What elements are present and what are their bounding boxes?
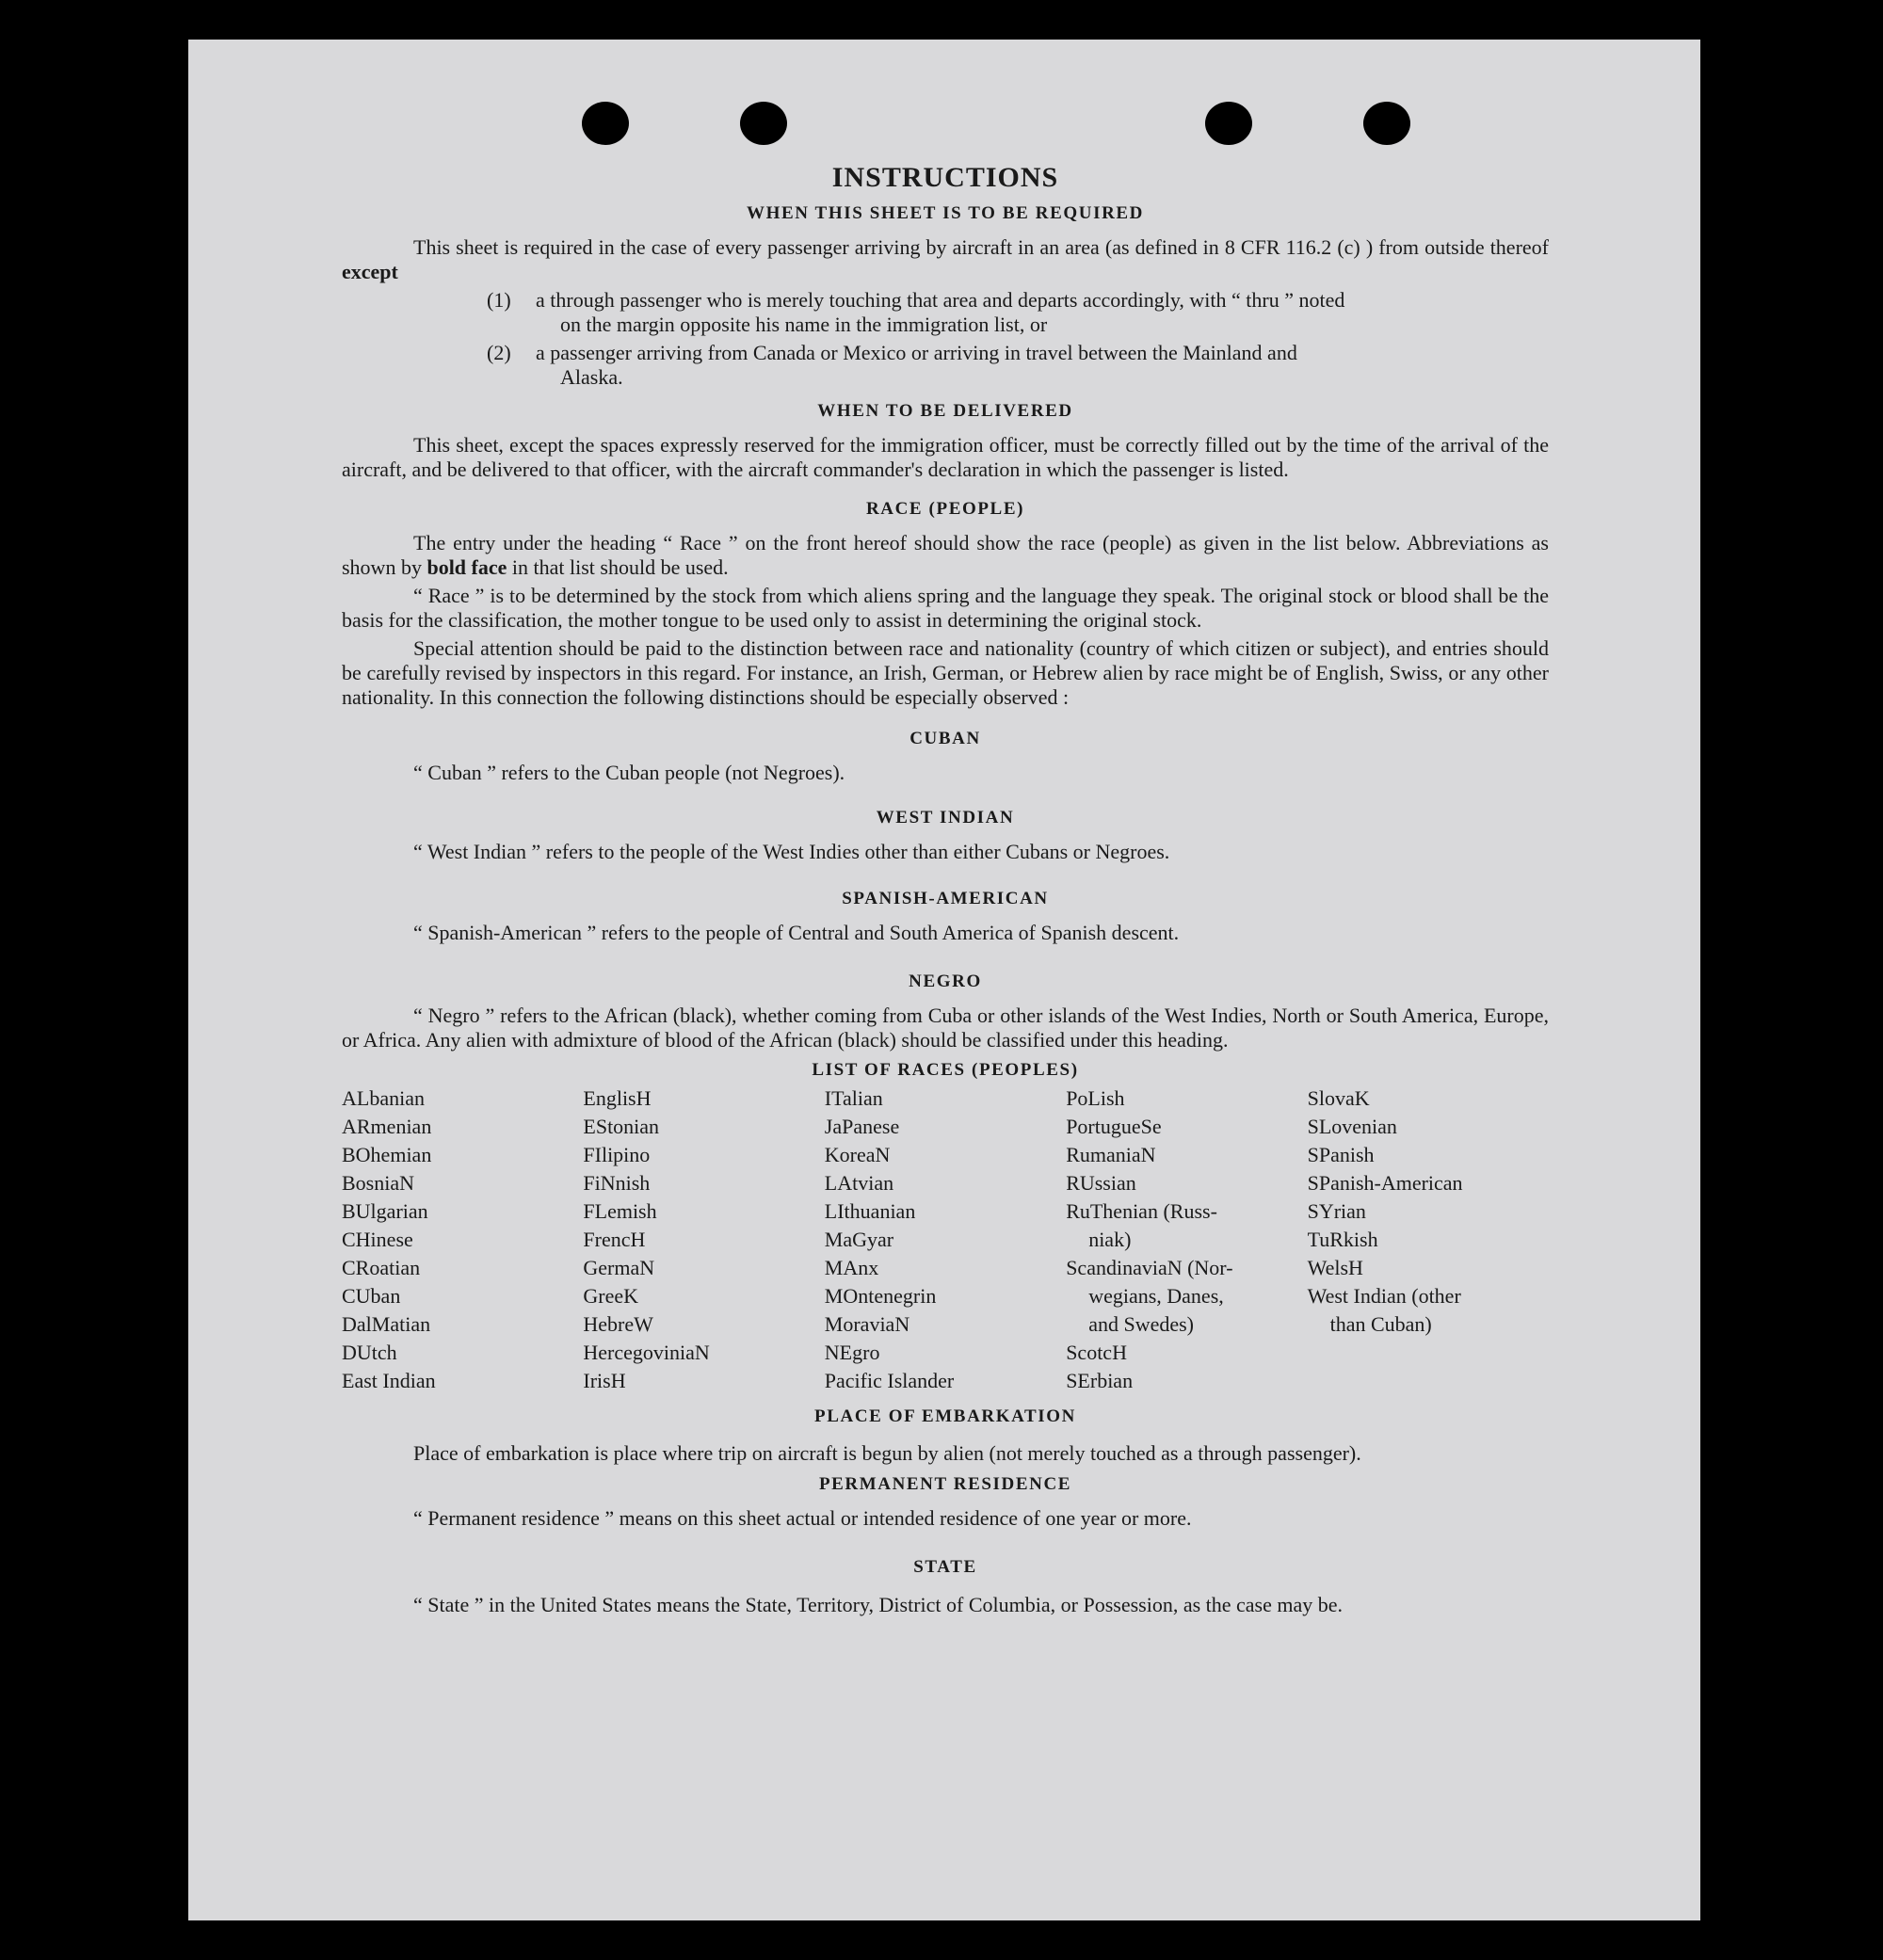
list-item: (1) a through passenger who is merely touching that area and departs accordingly, with “ thru ” noted on the margin opposite his name in the immigration list, or xyxy=(487,288,1345,336)
punch-hole xyxy=(582,102,629,145)
race-entry: GermaN xyxy=(583,1256,655,1279)
race-entry: MAnx xyxy=(824,1256,879,1279)
section-heading-spanish-american: SPANISH-AMERICAN xyxy=(842,889,1049,908)
page-title: INSTRUCTIONS xyxy=(831,162,1059,193)
section-heading-race: RACE (PEOPLE) xyxy=(865,499,1025,519)
section-heading-cuban: CUBAN xyxy=(909,729,981,748)
race-entry: MOntenegrin xyxy=(824,1284,937,1308)
paragraph: “ Cuban ” refers to the Cuban people (not Negroes). xyxy=(413,761,845,784)
race-entry: EnglisH xyxy=(583,1086,652,1110)
race-entry: GreeK xyxy=(583,1284,639,1308)
races-list xyxy=(342,1084,1549,1395)
race-entry: KoreaN xyxy=(824,1143,891,1166)
race-entry: FIlipino xyxy=(583,1143,651,1166)
section-heading-west-indian: WEST INDIAN xyxy=(876,808,1015,827)
race-entry: ScotcH xyxy=(1066,1341,1127,1364)
section-heading-negro: NEGRO xyxy=(909,972,982,991)
race-entry: SYrian xyxy=(1307,1199,1366,1223)
race-entry: niak) xyxy=(1088,1228,1132,1251)
race-entry: ITalian xyxy=(824,1086,883,1110)
race-entry: and Swedes) xyxy=(1088,1312,1194,1336)
race-entry: RumaniaN xyxy=(1066,1143,1156,1166)
punch-hole xyxy=(1363,102,1410,145)
race-entry: West Indian (other xyxy=(1307,1284,1461,1308)
race-entry: HercegoviniaN xyxy=(583,1341,710,1364)
paragraph: “ Race ” is to be determined by the stock from which aliens spring and the language they speak. The original stock or blood shall be the basis for the classification, the mother tongue to be used only to assist in determining the original stock. xyxy=(342,584,1549,632)
race-entry: NEgro xyxy=(824,1341,880,1364)
paragraph: The entry under the heading “ Race ” on the front hereof should show the race (people) as given in the list below. Abbreviations as shown by bold face in that list should be used. xyxy=(342,531,1549,579)
paragraph: “ Permanent residence ” means on this sheet actual or intended residence of one year or more. xyxy=(413,1506,1192,1530)
race-entry: Pacific Islander xyxy=(824,1369,955,1392)
race-entry: SPanish xyxy=(1307,1143,1375,1166)
punch-hole xyxy=(740,102,787,145)
section-heading-residence: PERMANENT RESIDENCE xyxy=(818,1474,1072,1494)
paragraph: This sheet, except the spaces expressly reserved for the immigration officer, must be correctly filled out by the time of the arrival of the aircraft, and be delivered to that officer, with the aircraft commander's declaration in which the passenger is listed. xyxy=(342,433,1549,481)
paragraph: “ Negro ” refers to the African (black), whether coming from Cuba or other islands of the West Indies, North or South America, Europe, or Africa. Any alien with admixture of blood of the African (black) should be classified under this heading. xyxy=(342,1004,1549,1052)
race-entry: CUban xyxy=(342,1284,401,1308)
race-entry: PoLish xyxy=(1066,1086,1125,1110)
race-entry: East Indian xyxy=(342,1369,436,1392)
race-entry: MoraviaN xyxy=(824,1312,910,1336)
paragraph: “ State ” in the United States means the State, Territory, District of Columbia, or Possession, as the case may be. xyxy=(413,1593,1344,1616)
races-column xyxy=(583,1084,824,1395)
race-entry: HebreW xyxy=(583,1312,653,1336)
race-entry: JaPanese xyxy=(824,1115,900,1138)
race-entry: BOhemian xyxy=(342,1143,432,1166)
paragraph: “ West Indian ” refers to the people of the West Indies other than either Cubans or Negroes. xyxy=(413,840,1170,863)
race-entry: DUtch xyxy=(342,1341,397,1364)
race-entry: BosniaN xyxy=(342,1171,414,1195)
races-column xyxy=(1066,1084,1307,1395)
races-column xyxy=(342,1084,583,1395)
race-entry: IrisH xyxy=(583,1369,626,1392)
paragraph: “ Spanish-American ” refers to the people of Central and South America of Spanish descent. xyxy=(413,921,1180,944)
race-entry: RUssian xyxy=(1066,1171,1136,1195)
race-entry: SlovaK xyxy=(1307,1086,1370,1110)
race-entry: WelsH xyxy=(1307,1256,1363,1279)
instructions-body xyxy=(342,162,1549,1621)
race-entry: FiNnish xyxy=(583,1171,651,1195)
section-heading-state: STATE xyxy=(913,1557,977,1577)
race-entry: wegians, Danes, xyxy=(1088,1284,1224,1308)
race-entry: SErbian xyxy=(1066,1369,1134,1392)
section-heading-embarkation: PLACE OF EMBARKATION xyxy=(814,1406,1076,1426)
races-column xyxy=(825,1084,1066,1395)
race-entry: RuThenian (Russ- xyxy=(1066,1199,1217,1223)
race-entry: EStonian xyxy=(583,1115,660,1138)
race-entry: SLovenian xyxy=(1307,1115,1397,1138)
races-column xyxy=(1308,1084,1549,1395)
race-entry: CHinese xyxy=(342,1228,413,1251)
race-entry: SPanish-American xyxy=(1307,1171,1463,1195)
race-entry: FLemish xyxy=(583,1199,657,1223)
paragraph: This sheet is required in the case of every passenger arriving by aircraft in an area (as defined in 8 CFR 116.2 (c) ) from outside thereof except xyxy=(342,235,1549,283)
race-entry: ALbanian xyxy=(342,1086,425,1110)
race-entry: DalMatian xyxy=(342,1312,431,1336)
race-entry: ScandinaviaN (Nor- xyxy=(1066,1256,1233,1279)
document-page xyxy=(188,40,1700,1920)
paragraph: Place of embarkation is place where trip on aircraft is begun by alien (not merely touched as a through passenger). xyxy=(413,1441,1361,1465)
section-heading-races-list: LIST OF RACES (PEOPLES) xyxy=(812,1060,1079,1080)
section-heading-delivered: WHEN TO BE DELIVERED xyxy=(817,401,1073,421)
race-entry: than Cuban) xyxy=(1329,1312,1432,1336)
race-entry: FrencH xyxy=(583,1228,646,1251)
race-entry: TuRkish xyxy=(1307,1228,1378,1251)
section-heading-required: WHEN THIS SHEET IS TO BE REQUIRED xyxy=(746,203,1145,223)
list-item: (2) a passenger arriving from Canada or Mexico or arriving in travel between the Mainland and Alaska. xyxy=(487,341,1297,389)
race-entry: PortugueSe xyxy=(1066,1115,1162,1138)
punch-hole xyxy=(1205,102,1252,145)
race-entry: ARmenian xyxy=(342,1115,432,1138)
race-entry: LAtvian xyxy=(824,1171,894,1195)
race-entry: BUlgarian xyxy=(342,1199,428,1223)
race-entry: CRoatian xyxy=(342,1256,421,1279)
paragraph: Special attention should be paid to the distinction between race and nationality (country of which citizen or subject), and entries should be carefully revised by inspectors in this regard. For instance, an Irish, German, or Hebrew alien by race might be of English, Swiss, or any other nationality. In this connection the following distinctions should be especially observed : xyxy=(342,636,1549,709)
race-entry: MaGyar xyxy=(824,1228,894,1251)
race-entry: LIthuanian xyxy=(824,1199,916,1223)
